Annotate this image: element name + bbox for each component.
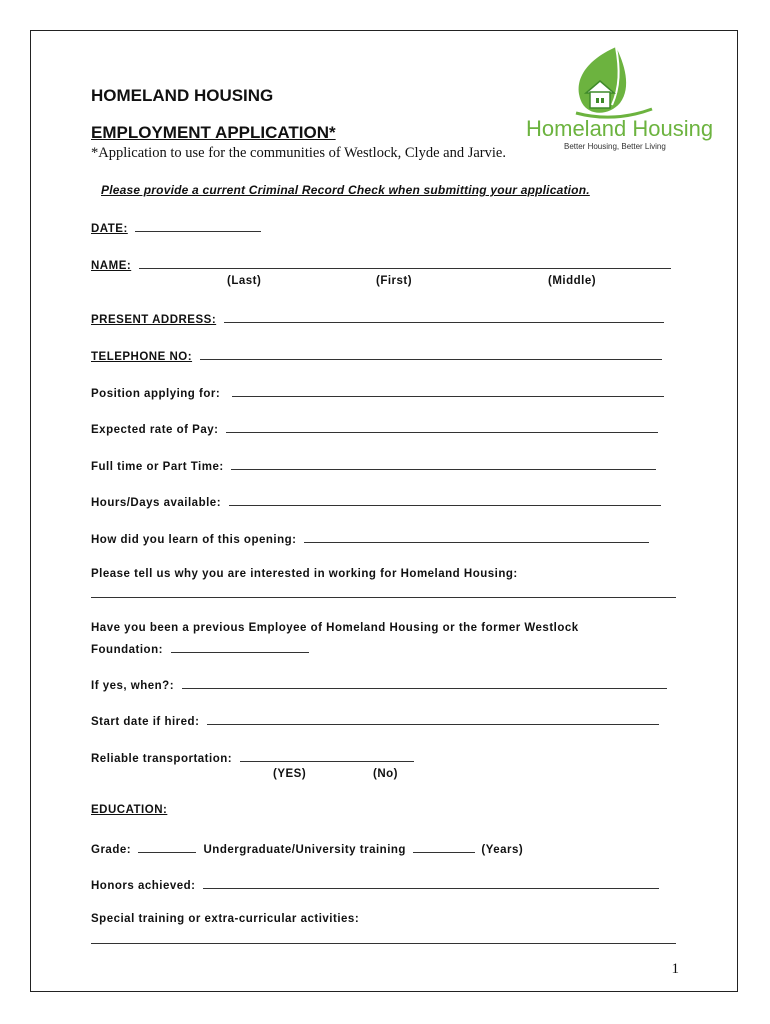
transport-field[interactable] xyxy=(240,750,414,762)
homeland-housing-logo xyxy=(524,43,714,151)
honors-row xyxy=(91,877,659,892)
honors-label: Honors achieved: xyxy=(91,880,196,892)
address-label: PRESENT ADDRESS: xyxy=(91,314,217,326)
name-field[interactable] xyxy=(139,257,671,269)
position-field[interactable] xyxy=(232,385,664,397)
transport-no-caption: (No) xyxy=(373,768,398,780)
form-title: EMPLOYMENT APPLICATION* xyxy=(91,123,336,142)
date-row xyxy=(91,220,261,235)
name-row xyxy=(91,257,671,272)
grade-field[interactable] xyxy=(138,841,196,853)
why-label: Please tell us why you are interested in working for Homeland Housing: xyxy=(91,568,518,580)
logo-tagline: Better Housing, Better Living xyxy=(564,142,666,151)
telephone-field[interactable] xyxy=(200,348,662,360)
if-yes-row xyxy=(91,677,667,692)
special-field[interactable] xyxy=(91,943,676,944)
previous-label-line2: Foundation: xyxy=(91,644,163,656)
transport-yes-caption: (YES) xyxy=(273,768,307,780)
undergrad-years-field[interactable] xyxy=(413,841,475,853)
hours-field[interactable] xyxy=(229,494,661,506)
fulltime-field[interactable] xyxy=(231,458,656,470)
fulltime-label: Full time or Part Time: xyxy=(91,461,224,473)
org-title: HOMELAND HOUSING xyxy=(91,86,274,105)
start-date-label: Start date if hired: xyxy=(91,716,200,728)
why-field[interactable] xyxy=(91,597,676,598)
position-row xyxy=(91,385,664,400)
address-row xyxy=(91,311,664,326)
form-page xyxy=(30,30,738,992)
years-label: (Years) xyxy=(481,844,524,856)
undergrad-label: Undergraduate/University training xyxy=(203,844,406,856)
education-heading: EDUCATION: xyxy=(91,804,168,816)
page-number: 1 xyxy=(671,961,679,977)
address-field[interactable] xyxy=(224,311,664,323)
telephone-label: TELEPHONE NO: xyxy=(91,351,193,363)
hours-row xyxy=(91,494,661,509)
learn-row xyxy=(91,531,649,546)
honors-field[interactable] xyxy=(203,877,659,889)
logo-name: Homeland Housing xyxy=(526,116,714,141)
date-label: DATE: xyxy=(91,223,128,235)
date-field[interactable] xyxy=(135,220,261,232)
previous-field[interactable] xyxy=(171,641,309,653)
fulltime-row xyxy=(91,458,656,473)
telephone-row xyxy=(91,348,662,363)
grade-label: Grade: xyxy=(91,844,132,856)
transport-row xyxy=(91,750,414,765)
if-yes-label: If yes, when?: xyxy=(91,680,175,692)
if-yes-field[interactable] xyxy=(182,677,667,689)
rate-field[interactable] xyxy=(226,421,658,433)
special-label: Special training or extra-curricular activities: xyxy=(91,913,360,925)
criminal-record-notice: Please provide a current Criminal Record Check when submitting your application. xyxy=(101,183,590,197)
name-first-caption: (First) xyxy=(376,275,413,287)
rate-label: Expected rate of Pay: xyxy=(91,424,219,436)
previous-row xyxy=(91,641,309,656)
position-label: Position applying for: xyxy=(91,388,221,400)
name-middle-caption: (Middle) xyxy=(548,275,597,287)
grade-row xyxy=(91,841,523,856)
learn-label: How did you learn of this opening: xyxy=(91,534,297,546)
name-last-caption: (Last) xyxy=(227,275,262,287)
start-date-field[interactable] xyxy=(207,713,659,725)
learn-field[interactable] xyxy=(304,531,649,543)
communities-note: *Application to use for the communities of Westlock, Clyde and Jarvie. xyxy=(91,145,506,161)
transport-label: Reliable transportation: xyxy=(91,753,233,765)
previous-label-line1: Have you been a previous Employee of Homeland Housing or the former Westlock xyxy=(91,622,579,634)
rate-row xyxy=(91,421,658,436)
start-date-row xyxy=(91,713,659,728)
name-label: NAME: xyxy=(91,260,132,272)
hours-label: Hours/Days available: xyxy=(91,497,222,509)
